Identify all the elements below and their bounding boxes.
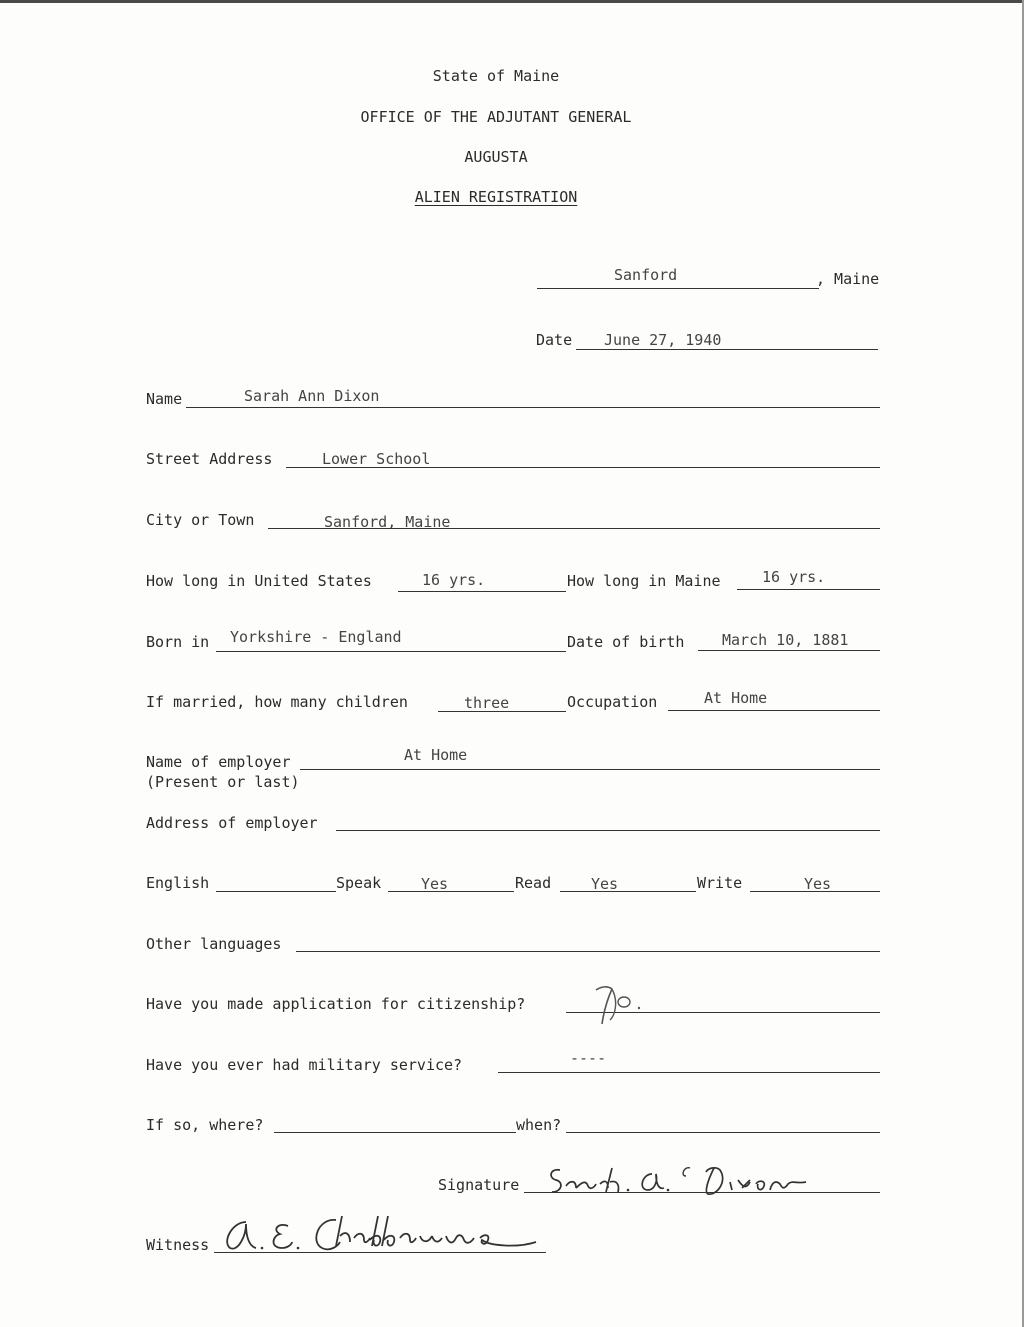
where-line <box>274 1132 516 1133</box>
form-title: ALIEN REGISTRATION <box>414 188 578 206</box>
date-line <box>576 349 878 350</box>
employer-line <box>300 769 880 770</box>
read-line <box>560 891 696 892</box>
date-value: June 27, 1940 <box>604 331 722 349</box>
header-office: OFFICE OF THE ADJUTANT GENERAL <box>360 108 632 126</box>
occupation-line <box>668 710 880 711</box>
location-line <box>537 288 819 289</box>
citizenship-handwritten-answer <box>590 980 660 1028</box>
born-line <box>216 651 566 652</box>
children-value: three <box>464 694 510 712</box>
where-label: If so, where? <box>146 1116 264 1134</box>
english-label: English <box>146 874 210 892</box>
speak-line <box>388 891 514 892</box>
born-label: Born in <box>146 633 210 651</box>
city-value: Sanford, Maine <box>324 513 451 531</box>
children-line <box>438 711 566 712</box>
maine-duration-label: How long in Maine <box>567 572 721 590</box>
employer-sublabel: (Present or last) <box>146 773 300 791</box>
employer-value: At Home <box>404 746 468 764</box>
when-line <box>566 1132 880 1133</box>
witness-handwriting <box>218 1212 548 1262</box>
write-value: Yes <box>804 875 832 893</box>
employer-address-line <box>336 830 880 831</box>
name-label: Name <box>146 390 183 408</box>
born-value: Yorkshire - England <box>230 628 402 646</box>
children-label: If married, how many children <box>146 693 408 711</box>
city-line <box>268 528 880 529</box>
street-line <box>286 467 880 468</box>
header-city: AUGUSTA <box>464 148 528 166</box>
military-line <box>498 1072 880 1073</box>
speak-value: Yes <box>421 875 449 893</box>
occupation-label: Occupation <box>567 693 658 711</box>
signature-label: Signature <box>438 1176 520 1194</box>
military-value: ---- <box>570 1049 607 1067</box>
signature-handwriting <box>544 1162 834 1202</box>
name-line <box>186 407 880 408</box>
read-label: Read <box>515 874 552 892</box>
when-label: when? <box>516 1116 562 1134</box>
speak-label: Speak <box>336 874 382 892</box>
name-value: Sarah Ann Dixon <box>244 387 380 405</box>
us-duration-value: 16 yrs. <box>422 571 486 589</box>
military-label: Have you ever had military service? <box>146 1056 463 1074</box>
other-languages-label: Other languages <box>146 935 282 953</box>
location-suffix: , Maine <box>816 270 880 288</box>
write-label: Write <box>697 874 743 892</box>
dob-line <box>698 650 880 651</box>
other-languages-line <box>296 951 880 952</box>
citizenship-label: Have you made application for citizenship? <box>146 995 526 1013</box>
city-label: City or Town <box>146 511 255 529</box>
english-line <box>216 891 336 892</box>
read-value: Yes <box>591 875 619 893</box>
location-town: Sanford <box>614 266 678 284</box>
street-value: Lower School <box>322 450 431 468</box>
employer-label: Name of employer <box>146 753 291 771</box>
street-label: Street Address <box>146 450 273 468</box>
maine-duration-line <box>737 589 880 590</box>
maine-duration-value: 16 yrs. <box>762 568 826 586</box>
dob-value: March 10, 1881 <box>722 631 849 649</box>
witness-label: Witness <box>146 1236 210 1254</box>
header-state: State of Maine <box>432 67 560 85</box>
us-duration-label: How long in United States <box>146 572 372 590</box>
dob-label: Date of birth <box>567 633 685 651</box>
write-line <box>750 891 880 892</box>
employer-address-label: Address of employer <box>146 814 318 832</box>
scan-top-edge <box>0 0 1024 3</box>
date-label: Date <box>536 331 573 349</box>
us-duration-line <box>398 591 566 592</box>
occupation-value: At Home <box>704 689 768 707</box>
